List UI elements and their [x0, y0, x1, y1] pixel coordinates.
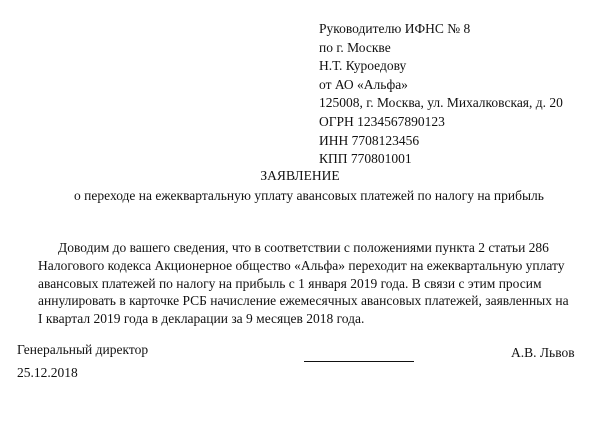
body-line: Доводим до вашего сведения, что в соответствии с положениями пункта 2 статьи 286 [58, 240, 549, 255]
body-line: Налогового кодекса Акционерное общество «Альфа» переходит на ежеквартальную уплату [38, 257, 565, 273]
addressee-line-recipient-title: Руководителю ИФНС № 8 [319, 21, 471, 36]
signature-line [304, 361, 414, 362]
addressee-line-kpp: КПП 770801001 [319, 151, 412, 167]
addressee-line-address: 125008, г. Москва, ул. Михалковская, д. 20 [319, 95, 563, 111]
body-line: аннулировать в карточке РСБ начисление ежемесячных авансовых платежей, заявленных на [38, 293, 569, 309]
signer-position: Генеральный директор [17, 342, 149, 357]
document-date: 25.12.2018 [17, 365, 78, 380]
signer-name: А.В. Львов [511, 345, 575, 360]
addressee-line-recipient-name: Н.Т. Куроедову [319, 58, 407, 74]
addressee-line-ogrn: ОГРН 1234567890123 [319, 113, 445, 129]
document-subject: о переходе на ежеквартальную уплату авансовых платежей по налогу на прибыль [74, 188, 544, 203]
addressee-line-inn: ИНН 7708123456 [319, 132, 420, 148]
addressee-line-sender: от АО «Альфа» [319, 76, 408, 92]
body-line: I квартал 2019 года в декларации за 9 месяцев 2018 года. [38, 311, 365, 327]
document-heading: ЗАЯВЛЕНИЕ [260, 168, 340, 183]
document-title [0, 166, 600, 206]
addressee-line-city: по г. Москве [319, 39, 391, 55]
body-line: авансовых платежей по налогу на прибыль с 1 января 2019 года. В связи с этим просим [38, 275, 542, 291]
addressee-block [319, 20, 589, 169]
document-body [38, 239, 568, 328]
